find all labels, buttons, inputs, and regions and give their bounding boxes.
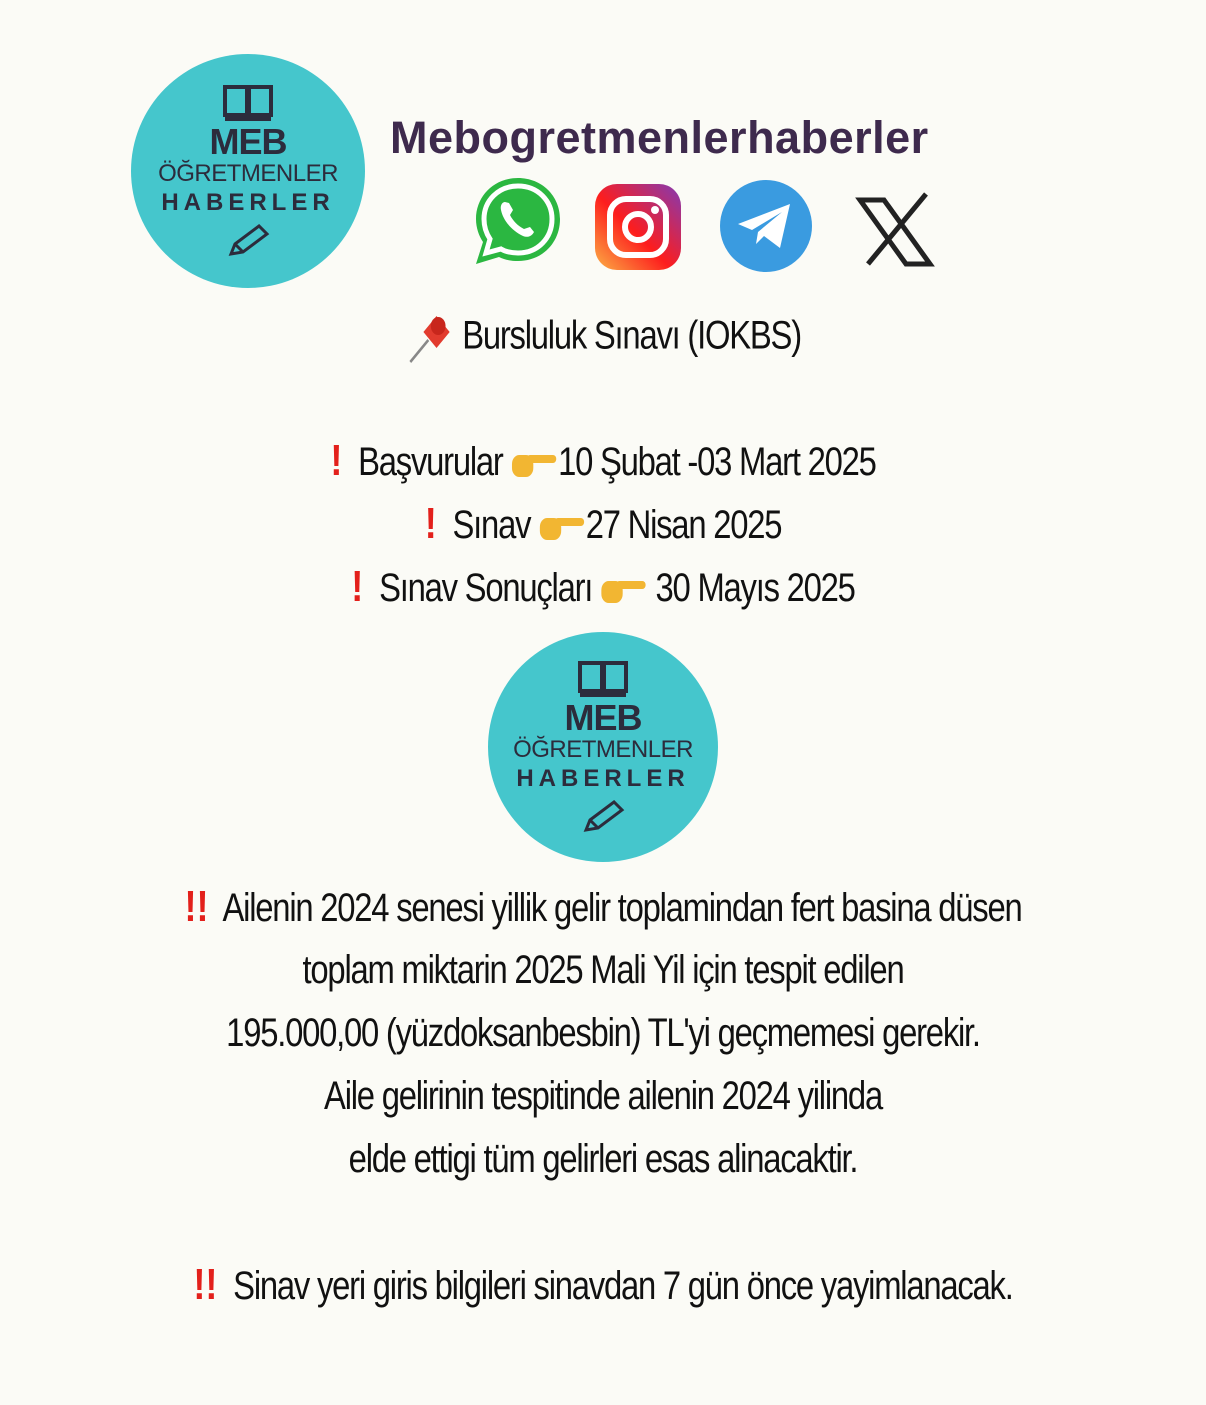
double-exclamation-icon: !! <box>184 882 209 931</box>
date-value: 30 Mayıs 2025 <box>655 566 855 610</box>
logo-ogretmenler-text: ÖĞRETMENLER <box>158 160 338 187</box>
whatsapp-icon[interactable] <box>468 172 568 272</box>
exclamation-icon: ! <box>330 436 343 485</box>
double-exclamation-icon: !! <box>193 1260 218 1309</box>
info-text: elde ettigi tüm gelirleri esas alinacaktir. <box>348 1137 858 1181</box>
exclamation-icon: ! <box>351 562 364 611</box>
exclamation-icon: ! <box>424 499 437 548</box>
date-label: Sınav Sonuçları <box>379 566 593 610</box>
headline-text: Bursluluk Sınavı (IOKBS) <box>462 313 801 358</box>
info-line-4 <box>109 1071 1098 1121</box>
date-line-applications <box>109 436 1098 487</box>
date-value: 10 Şubat -03 Mart 2025 <box>558 440 876 484</box>
logo-meb-text: MEB <box>564 697 642 738</box>
info-text: Ailenin 2024 senesi yillik gelir toplamindan fert basina düsen <box>222 886 1022 930</box>
notice-line <box>109 1260 1098 1311</box>
meb-logo-middle <box>488 632 718 862</box>
telegram-icon[interactable] <box>716 172 816 272</box>
notice-text: Sinav yeri giris bilgileri sinavdan 7 gün önce yayimlanacak. <box>233 1264 1013 1308</box>
book-icon <box>577 660 629 698</box>
meb-logo-top <box>131 54 365 288</box>
pointing-hand-icon <box>511 447 559 481</box>
book-icon <box>222 84 274 122</box>
instagram-icon[interactable] <box>592 172 684 272</box>
x-icon[interactable] <box>850 172 940 272</box>
pencil-icon <box>225 222 271 258</box>
info-text: Aile gelirinin tespitinde ailenin 2024 yilinda <box>324 1074 882 1118</box>
info-line-1 <box>109 882 1098 933</box>
date-label: Sınav <box>452 503 531 547</box>
info-line-2 <box>109 945 1098 995</box>
date-label: Başvurular <box>358 440 503 484</box>
brand-name: Mebogretmenlerhaberler <box>390 112 929 163</box>
info-text: toplam miktarin 2025 Mali Yil için tespit edilen <box>302 948 904 992</box>
logo-ogretmenler-text: ÖĞRETMENLER <box>513 736 693 763</box>
logo-haberler-text: HABERLER <box>516 765 690 792</box>
headline <box>109 310 1098 366</box>
info-text: 195.000,00 (yüzdoksanbesbin) TL'yi geçmemesi gerekir. <box>226 1011 980 1055</box>
pointing-hand-icon <box>538 510 586 544</box>
logo-meb-text: MEB <box>209 121 287 162</box>
info-line-3 <box>109 1008 1098 1058</box>
pushpin-icon <box>405 310 454 366</box>
logo-haberler-text: HABERLER <box>161 189 335 216</box>
date-line-results <box>109 562 1098 613</box>
date-line-exam <box>109 499 1098 550</box>
social-icons <box>468 172 948 282</box>
pointing-hand-icon <box>600 573 648 607</box>
pencil-icon <box>580 798 626 834</box>
info-line-5 <box>109 1134 1098 1184</box>
date-value: 27 Nisan 2025 <box>585 503 782 547</box>
